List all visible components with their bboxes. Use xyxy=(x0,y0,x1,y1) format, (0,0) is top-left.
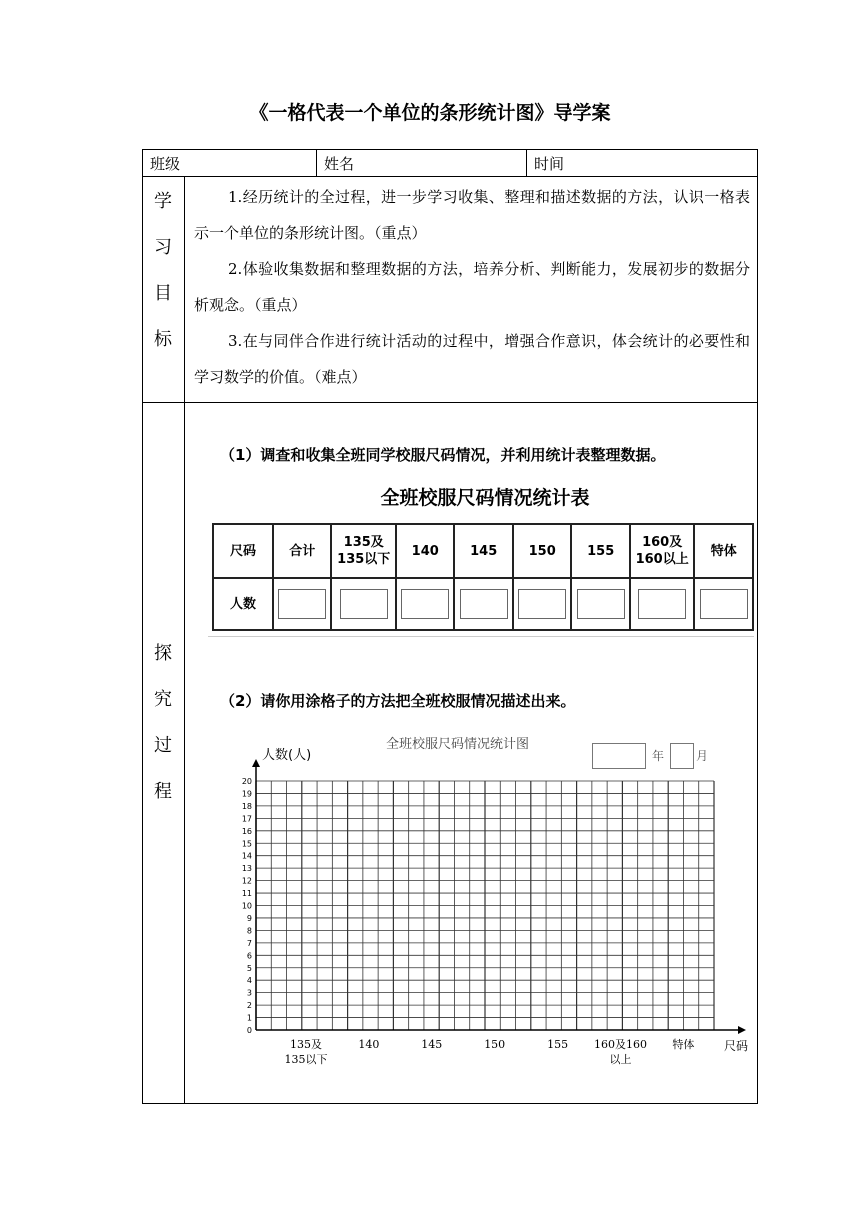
x-tick-label: 140 xyxy=(358,1038,380,1051)
column-155: 155 xyxy=(571,524,629,578)
blank-bar-chart xyxy=(236,731,752,1077)
blank-box[interactable] xyxy=(278,589,326,619)
y-tick-label: 15 xyxy=(241,839,252,849)
blank-box[interactable] xyxy=(460,589,508,619)
process-label-4: 程 xyxy=(154,781,172,802)
column-150: 150 xyxy=(513,524,571,578)
x-tick-label: 135及 xyxy=(290,1038,322,1051)
y-axis-label: 人数(人) xyxy=(262,748,312,763)
x-tick-label: 135以下 xyxy=(284,1053,328,1066)
y-tick-label: 12 xyxy=(241,876,252,886)
x-tick-label: 以上 xyxy=(609,1053,632,1066)
goals-label-1: 学 xyxy=(154,191,172,212)
column-total: 合计 xyxy=(273,524,331,578)
y-axis-arrow xyxy=(252,759,260,767)
x-tick-label: 160及160 xyxy=(593,1038,647,1051)
goal-item: 2.体验收集数据和整理数据的方法，培养分析、判断能力，发展初步的数据分析观念。（重点） xyxy=(194,260,750,314)
task-one: （1）调查和收集全班同学校服尺码情况，并利用统计表整理数据。 xyxy=(220,446,666,464)
goal-item: 1.经历统计的全过程，进一步学习收集、整理和描述数据的方法，认识一格表示一个单位的条形统计图。（重点） xyxy=(194,188,750,242)
y-tick-label: 3 xyxy=(246,988,252,998)
blank-box[interactable] xyxy=(638,589,686,619)
y-tick-label: 11 xyxy=(241,889,252,899)
blank-box[interactable] xyxy=(401,589,449,619)
count-input-145[interactable] xyxy=(454,578,512,630)
x-axis-arrow xyxy=(738,1026,746,1034)
table-border-bottom xyxy=(142,1103,758,1104)
worksheet-table xyxy=(142,149,758,1104)
stat-table xyxy=(212,523,754,631)
table-border-top xyxy=(142,149,758,150)
stat-table-title: 全班校服尺码情况统计表 xyxy=(380,487,590,509)
blank-box[interactable] xyxy=(518,589,566,619)
x-tick-label: 145 xyxy=(421,1038,443,1051)
x-tick-label: 150 xyxy=(484,1038,506,1051)
y-tick-label: 17 xyxy=(241,814,252,824)
column-140: 140 xyxy=(396,524,454,578)
chart-title: 全班校服尺码情况统计图 xyxy=(386,737,530,752)
blank-box[interactable] xyxy=(700,589,748,619)
y-tick-label: 6 xyxy=(246,951,252,961)
month-label: 月 xyxy=(696,749,709,763)
y-tick-label: 5 xyxy=(246,963,252,973)
year-label: 年 xyxy=(652,749,665,763)
y-tick-label: 20 xyxy=(241,777,252,786)
count-input-special[interactable] xyxy=(694,578,753,630)
goals-label-2: 习 xyxy=(154,237,172,258)
goals-label-4: 标 xyxy=(154,329,172,350)
y-tick-label: 7 xyxy=(246,938,252,948)
count-header: 人数 xyxy=(213,578,273,630)
y-tick-label: 1 xyxy=(246,1013,252,1023)
blank-box[interactable] xyxy=(340,589,388,619)
y-tick-label: 2 xyxy=(246,1001,252,1011)
time-label: 时间 xyxy=(534,155,565,173)
count-input-135[interactable] xyxy=(331,578,396,630)
header-divider-2 xyxy=(526,149,527,177)
x-tick-label: 155 xyxy=(547,1038,569,1051)
x-axis-label: 尺码 xyxy=(724,1039,749,1053)
name-label: 姓名 xyxy=(324,155,355,173)
y-tick-label: 4 xyxy=(246,976,252,986)
y-tick-label: 9 xyxy=(246,913,252,923)
page-title: 《一格代表一个单位的条形统计图》导学案 xyxy=(249,102,611,124)
task-two: （2）请你用涂格子的方法把全班校服情况描述出来。 xyxy=(220,692,576,710)
column-special: 特体 xyxy=(694,524,753,578)
table-separator xyxy=(208,636,754,637)
process-label-3: 过 xyxy=(154,735,172,756)
process-label-2: 究 xyxy=(154,689,172,710)
count-input-total[interactable] xyxy=(273,578,331,630)
blank-box[interactable] xyxy=(577,589,625,619)
column-145: 145 xyxy=(454,524,512,578)
goals-row-rule xyxy=(142,402,758,403)
goal-item: 3.在与同伴合作进行统计活动的过程中，增强合作意识，体会统计的必要性和学习数学的价值。（难点） xyxy=(194,332,750,386)
x-tick-label: 特体 xyxy=(672,1038,695,1051)
y-tick-label: 14 xyxy=(241,851,252,861)
y-tick-label: 19 xyxy=(241,789,252,799)
column-160: 160及 160以上 xyxy=(630,524,695,578)
goals-label-3: 目 xyxy=(154,283,172,304)
count-input-160[interactable] xyxy=(630,578,695,630)
header-divider-1 xyxy=(316,149,317,177)
count-input-155[interactable] xyxy=(571,578,629,630)
label-column-rule xyxy=(184,177,185,1104)
y-tick-label: 13 xyxy=(241,864,252,874)
count-input-150[interactable] xyxy=(513,578,571,630)
column-135: 135及 135以下 xyxy=(331,524,396,578)
process-label-1: 探 xyxy=(154,643,172,664)
class-label: 班级 xyxy=(150,155,181,173)
header-row-rule xyxy=(142,176,758,177)
y-tick-label: 18 xyxy=(241,801,252,811)
table-border-right xyxy=(757,149,758,1104)
y-tick-label: 8 xyxy=(246,926,252,936)
count-input-140[interactable] xyxy=(396,578,454,630)
size-header: 尺码 xyxy=(213,524,273,578)
chart-svg xyxy=(236,731,752,1077)
y-tick-label: 16 xyxy=(241,826,252,836)
y-tick-label: 10 xyxy=(241,901,252,911)
y-tick-label: 0 xyxy=(246,1026,252,1035)
